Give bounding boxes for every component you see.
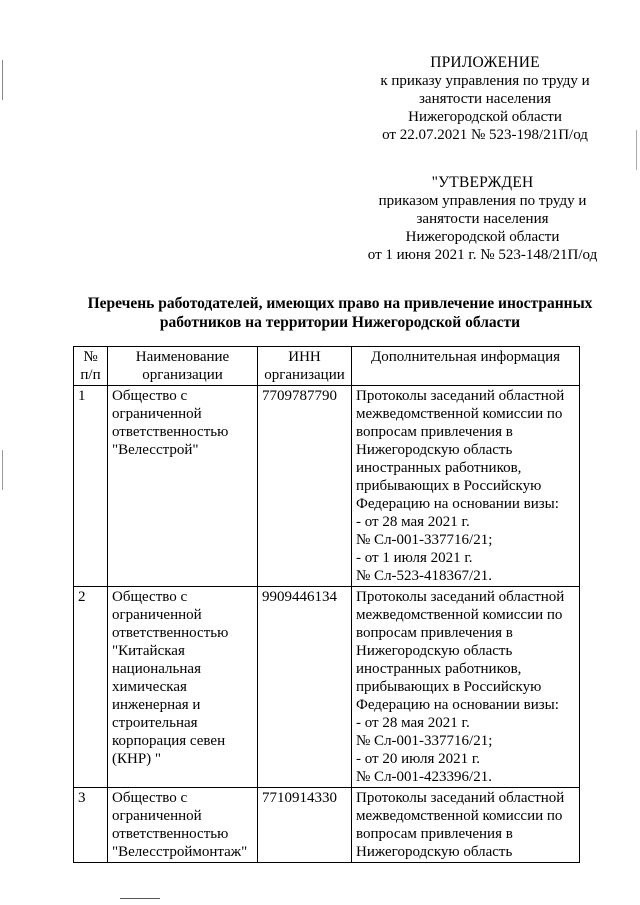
table-row xyxy=(74,788,580,863)
row-number: 2 xyxy=(74,587,108,788)
organization-inn: 7709787790 xyxy=(258,386,352,587)
appendix-label: ПРИЛОЖЕНИЕ xyxy=(430,54,540,71)
scan-edge-mark xyxy=(636,130,637,170)
organization-name: Общество с ограниченной ответственностью "Велесстроймонтаж" xyxy=(108,788,258,863)
employers-table xyxy=(73,346,580,863)
header-info: Дополнительная информация xyxy=(352,347,580,386)
approval-order-ref: от 1 июня 2021 г. № 523-148/21П/од xyxy=(367,247,598,263)
title-line: Перечень работодателей, имеющих право на привлечение иностранных xyxy=(87,295,593,312)
organization-inn: 7710914330 xyxy=(258,788,352,863)
scan-edge-mark xyxy=(2,60,3,100)
header-inn: ИНН организации xyxy=(258,347,352,386)
title-line: работников на территории Нижегородской области xyxy=(159,314,521,331)
appendix-line: Нижегородской области xyxy=(408,109,562,125)
approval-line: Нижегородской области xyxy=(405,229,560,245)
appendix-line: к приказу управления по труду и xyxy=(380,73,590,89)
approval-label: "УТВЕРЖДЕН xyxy=(431,174,534,191)
additional-info: Протоколы заседаний областной межведомственной комиссии по вопросам привлечения в Нижегородскую область иностранных работников, прибывающих в Российскую Федерацию на основании визы: - от 28 мая 2021 г. № Сл-001-337716/21; - от 1 июля 2021 г. № Сл-523-418367/21. xyxy=(352,386,580,587)
appendix-order-ref: от 22.07.2021 № 523-198/21П/од xyxy=(382,127,588,143)
table-header-row xyxy=(74,347,580,386)
approval-header xyxy=(355,174,610,264)
organization-name: Общество с ограниченной ответственностью "Велесстрой" xyxy=(108,386,258,587)
appendix-header xyxy=(360,54,610,144)
additional-info: Протоколы заседаний областной межведомственной комиссии по вопросам привлечения в Нижегородскую область иностранных работников, прибывающих в Российскую Федерацию на основании визы: - от 28 мая 2021 г. № Сл-001-337716/21; - от 20 июля 2021 г. № Сл-001-423396/21. xyxy=(352,587,580,788)
additional-info: Протоколы заседаний областной межведомственной комиссии по вопросам привлечения в Нижегородскую область xyxy=(352,788,580,863)
appendix-line: занятости населения xyxy=(418,91,551,107)
organization-inn: 9909446134 xyxy=(258,587,352,788)
header-number: № п/п xyxy=(74,347,108,386)
approval-line: занятости населения xyxy=(416,211,549,227)
scan-edge-mark xyxy=(2,450,3,490)
scan-edge-mark xyxy=(120,898,160,899)
table-row xyxy=(74,587,580,788)
organization-name: Общество с ограниченной ответственностью "Китайская национальная химическая инженерная и строительная корпорация севен (КНР) " xyxy=(108,587,258,788)
document-title xyxy=(70,294,610,332)
header-organization: Наименование организации xyxy=(108,347,258,386)
row-number: 1 xyxy=(74,386,108,587)
approval-line: приказом управления по труду и xyxy=(378,193,587,209)
table-row xyxy=(74,386,580,587)
row-number: 3 xyxy=(74,788,108,863)
